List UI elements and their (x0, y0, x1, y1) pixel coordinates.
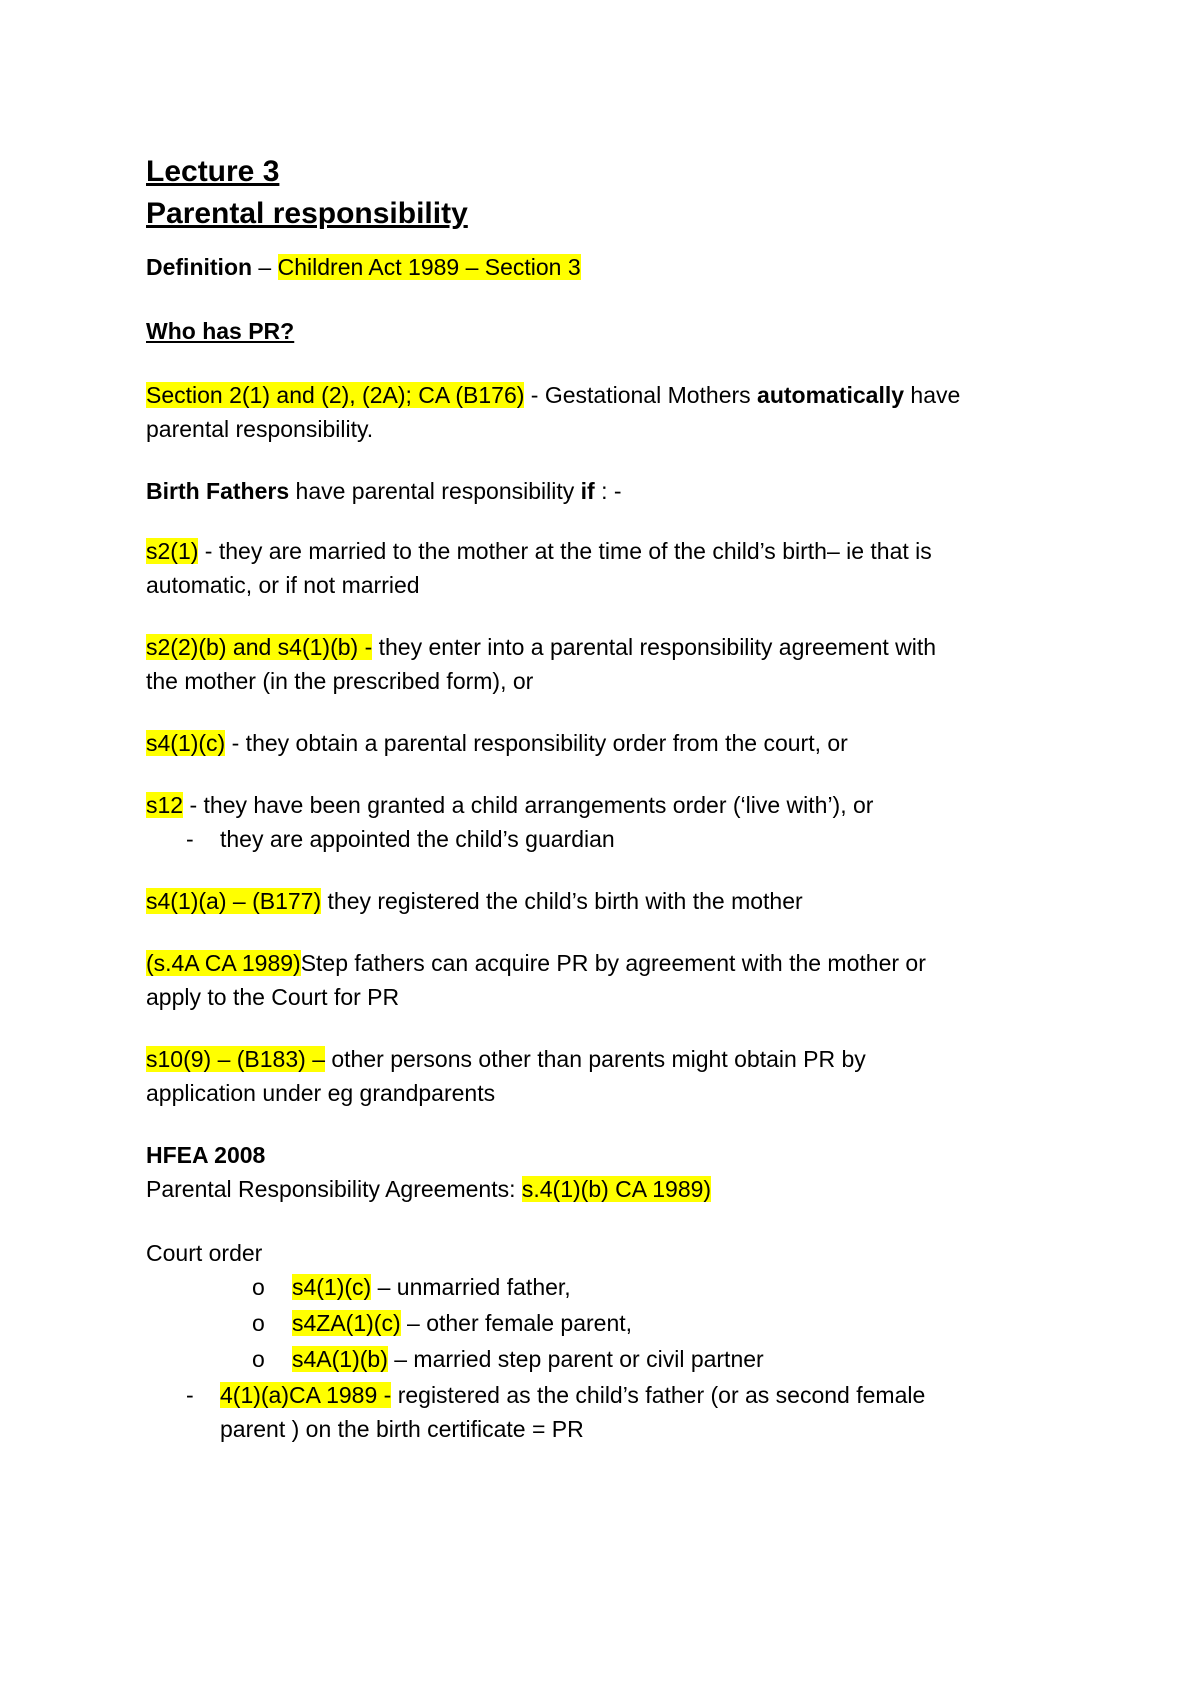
court-order-ref-3: s4A(1)(b) (292, 1346, 388, 1372)
s2-2b-ref: s2(2)(b) and s4(1)(b) - (146, 634, 373, 660)
fathers-intro (146, 474, 622, 508)
pra-text: Parental Responsibility Agreements: (146, 1176, 522, 1202)
fathers-tail: : - (594, 478, 622, 504)
mothers-bold: automatically (757, 382, 905, 408)
s12-text: - they have been granted a child arrangements order (‘live with’), or (183, 792, 874, 818)
court-order-item-2 (292, 1306, 632, 1340)
definition-line (146, 250, 581, 284)
mothers-line-2: parental responsibility. (146, 416, 374, 442)
court-order-ref-1: s4(1)(c) (292, 1274, 372, 1300)
page-heading: Parental responsibility (146, 197, 468, 230)
s4-1a-ref: s4(1)(a) – (B177) (146, 888, 322, 914)
pra-line (146, 1172, 711, 1206)
s12-line (146, 788, 873, 822)
s10-9-ref: s10(9) – (B183) – (146, 1046, 325, 1072)
s12-dash: - (186, 826, 194, 852)
s2-2b-text: they enter into a parental responsibility agreement with (372, 634, 937, 660)
definition-sep: – (252, 254, 278, 280)
bullet-marker: o (252, 1274, 265, 1300)
s2-1-line-1 (146, 534, 932, 568)
registered-line-1 (220, 1378, 925, 1412)
s4a-line-2: apply to the Court for PR (146, 984, 400, 1010)
court-order-item-3 (292, 1342, 764, 1376)
court-order-heading: Court order (146, 1240, 263, 1266)
court-order-text-1: – unmarried father, (371, 1274, 571, 1300)
s2-2b-line-2: the mother (in the prescribed form), or (146, 668, 534, 694)
court-order-text-3: – married step parent or civil partner (387, 1346, 764, 1372)
s10-9-text: other persons other than parents might obtain PR by (324, 1046, 866, 1072)
court-order-item-1 (292, 1270, 571, 1304)
s4a-ref: (s.4A CA 1989) (146, 950, 301, 976)
bullet-marker: o (252, 1310, 265, 1336)
s10-9-line-1 (146, 1042, 866, 1076)
hfea-heading: HFEA 2008 (146, 1142, 266, 1168)
s4-1c-line (146, 726, 848, 760)
fathers-text: have parental responsibility (289, 478, 581, 504)
s4-1a-line (146, 884, 803, 918)
pra-ref: s.4(1)(b) CA 1989) (521, 1176, 712, 1202)
registered-line-2: parent ) on the birth certificate = PR (220, 1416, 584, 1442)
s12-ref: s12 (146, 792, 184, 818)
s4a-text: Step fathers can acquire PR by agreement with the mother or (300, 950, 926, 976)
s12-sub: they are appointed the child’s guardian (220, 826, 615, 852)
mothers-text-b: have (904, 382, 961, 408)
s2-1-ref: s2(1) (146, 538, 199, 564)
fathers-bold-2: if (580, 478, 595, 504)
fathers-bold-1: Birth Fathers (146, 478, 290, 504)
s4-1c-ref: s4(1)(c) (146, 730, 226, 756)
court-order-text-2: – other female parent, (400, 1310, 633, 1336)
bullet-marker: o (252, 1346, 265, 1372)
s4-1a-text: they registered the child’s birth with the mother (321, 888, 803, 914)
s2-2b-line-1 (146, 630, 936, 664)
registered-ref: 4(1)(a)CA 1989 - (220, 1382, 392, 1408)
court-order-ref-2: s4ZA(1)(c) (292, 1310, 401, 1336)
s10-9-line-2: application under eg grandparents (146, 1080, 496, 1106)
definition-label: Definition (146, 254, 253, 280)
s4a-line-1 (146, 946, 926, 980)
registered-text: registered as the child’s father (or as second female (391, 1382, 926, 1408)
who-has-pr-heading: Who has PR? (146, 318, 295, 344)
mothers-text-a: - Gestational Mothers (524, 382, 758, 408)
mothers-line-1 (146, 378, 960, 412)
registered-dash: - (186, 1382, 194, 1408)
lecture-title: Lecture 3 (146, 155, 280, 188)
s2-1-text: - they are married to the mother at the time of the child’s birth– ie that is (198, 538, 932, 564)
s2-1-line-2: automatic, or if not married (146, 572, 420, 598)
definition-ref: Children Act 1989 – Section 3 (277, 254, 581, 280)
mothers-ref: Section 2(1) and (2), (2A); CA (B176) (146, 382, 525, 408)
s4-1c-text: - they obtain a parental responsibility order from the court, or (225, 730, 848, 756)
